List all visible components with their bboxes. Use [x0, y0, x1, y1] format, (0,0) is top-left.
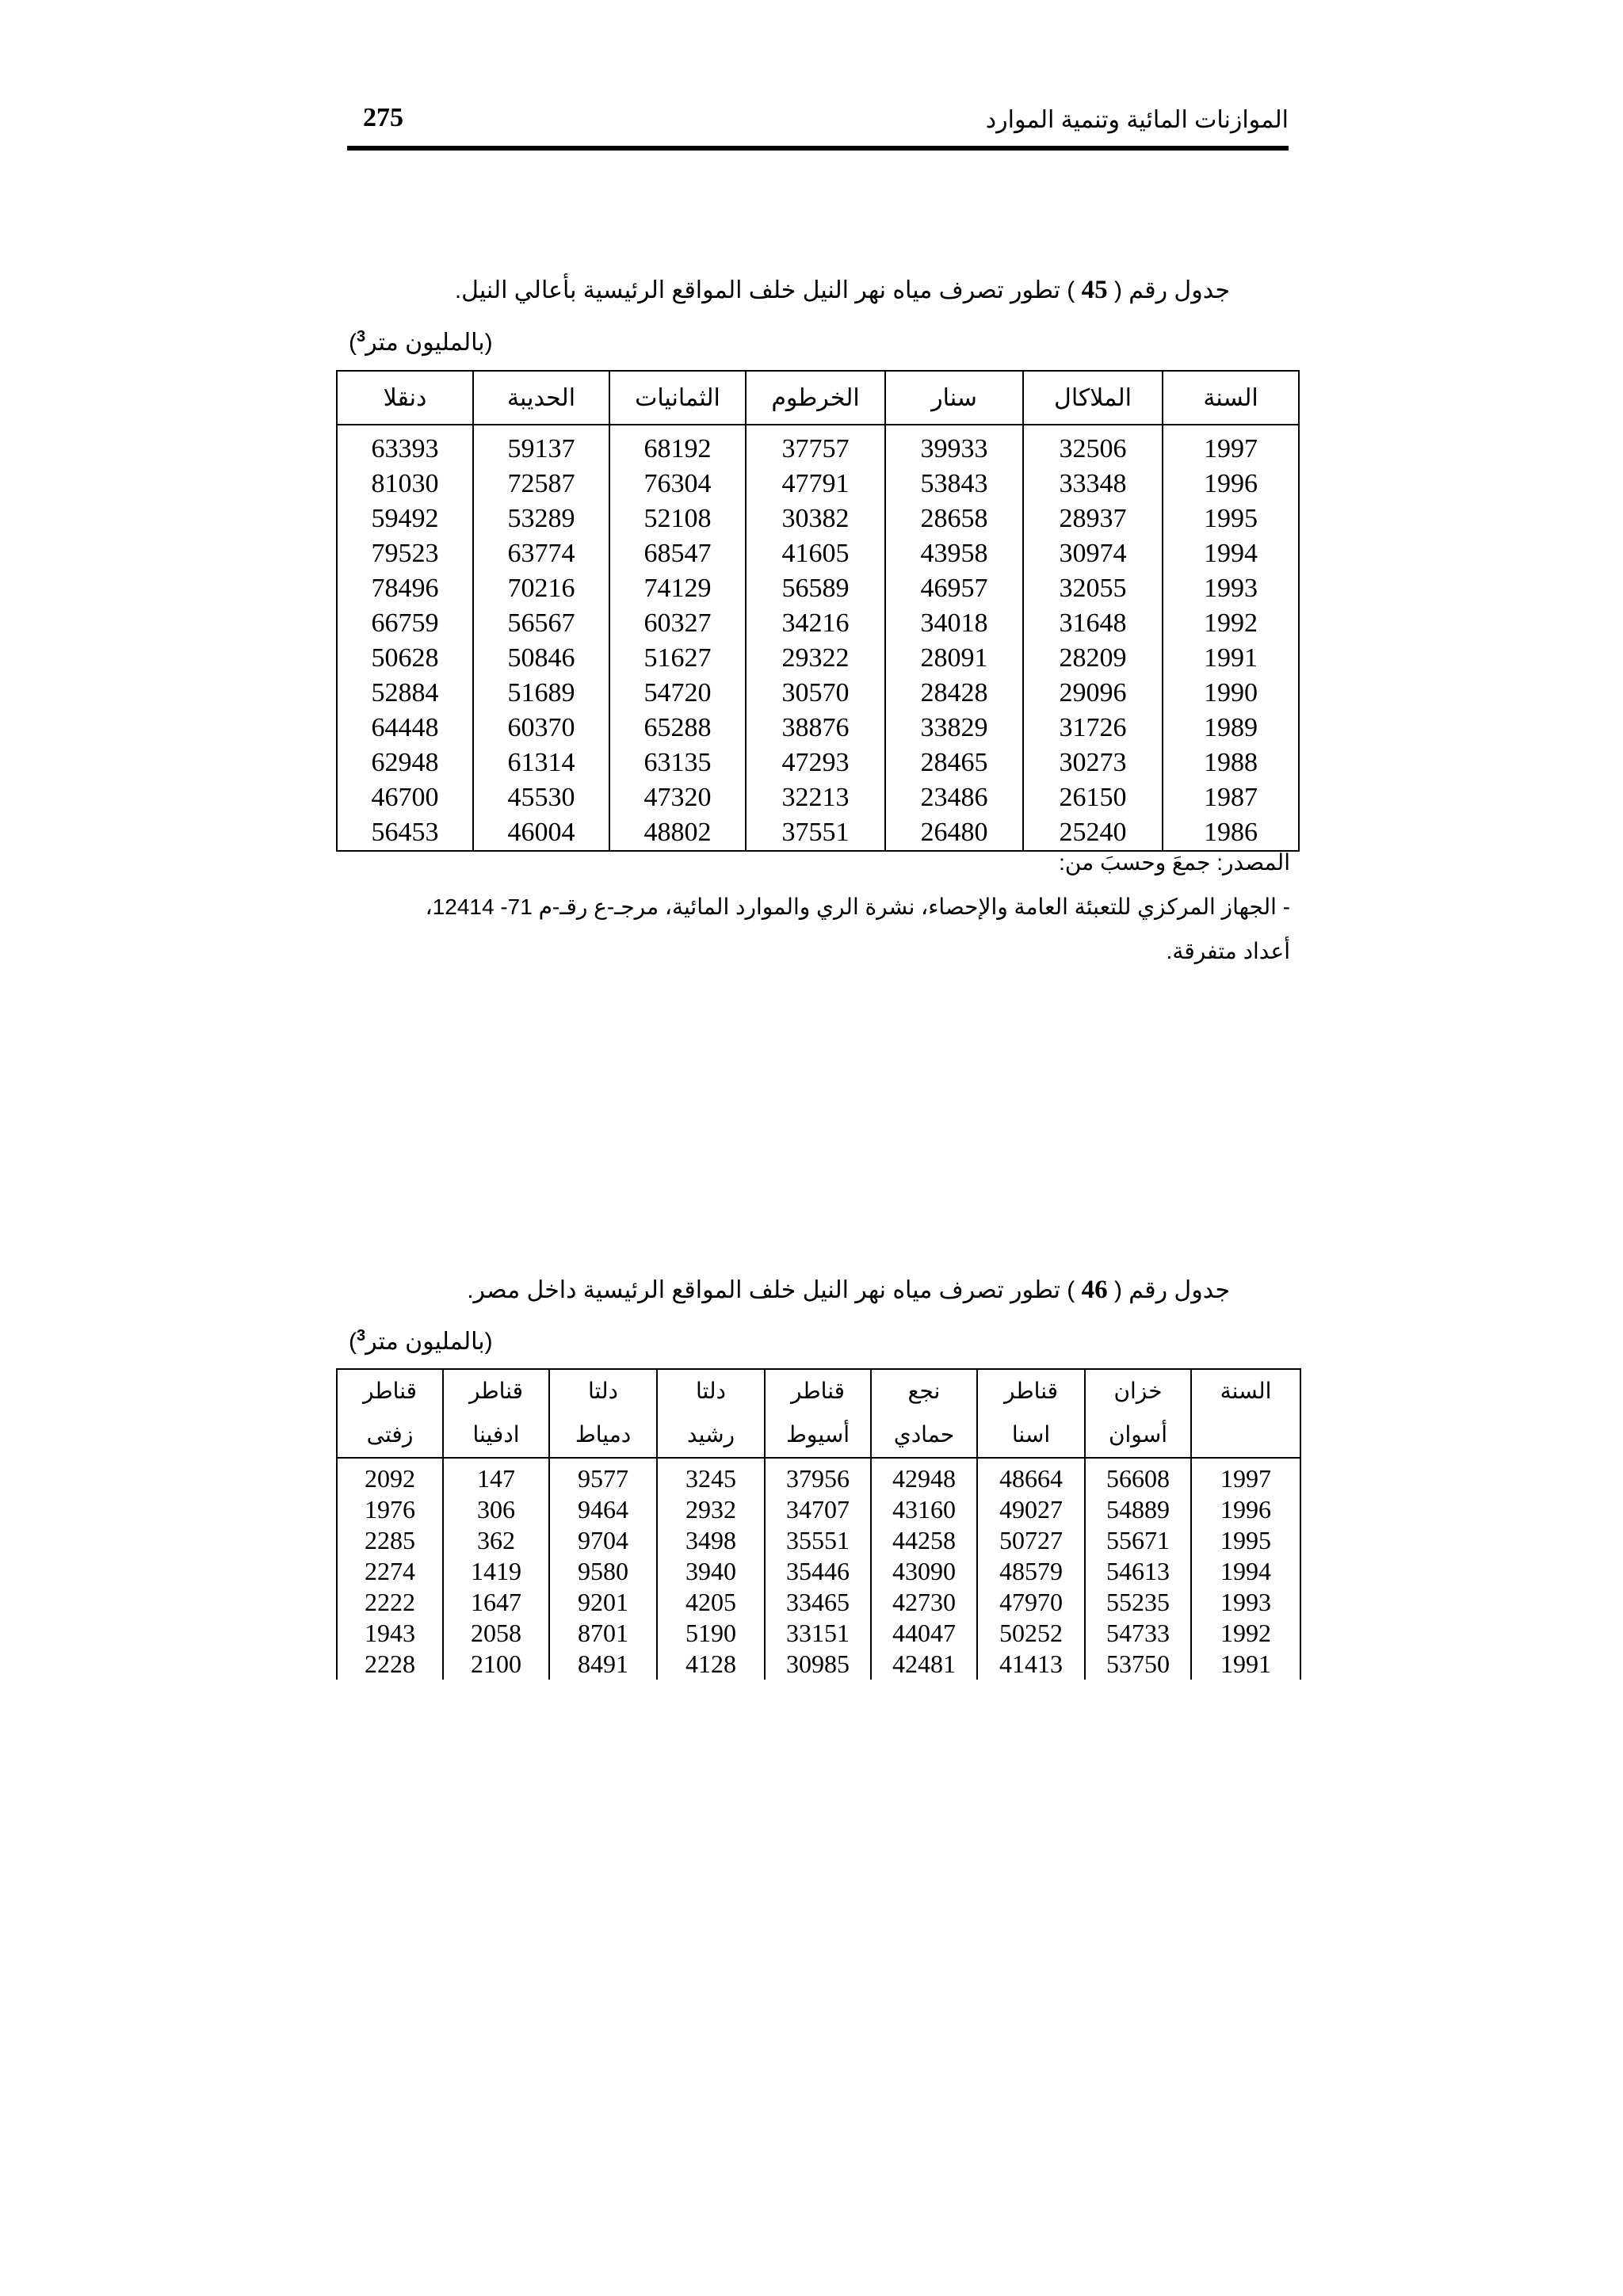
- table-cell: 56453: [337, 815, 473, 851]
- table-45-body: [337, 425, 1299, 851]
- table-cell: 79523: [337, 536, 473, 571]
- table-cell: 9577: [549, 1463, 657, 1494]
- table-cell: 1993: [1163, 571, 1299, 606]
- column-header-line-1: دلتا: [588, 1379, 618, 1403]
- running-title: الموازنات المائية وتنمية الموارد: [985, 107, 1289, 133]
- table-cell: 33829: [885, 711, 1023, 746]
- column-header-line-1: قناطر: [362, 1379, 418, 1403]
- table-cell: 41413: [977, 1649, 1085, 1680]
- table-cell: 55671: [1085, 1525, 1191, 1556]
- spacer-row: [337, 425, 1299, 432]
- table-cell: 45530: [473, 780, 609, 815]
- table-cell: 53843: [885, 467, 1023, 502]
- page-number: 275: [363, 103, 403, 132]
- table-cell: 33348: [1023, 467, 1163, 502]
- table-cell: 4205: [657, 1587, 765, 1618]
- table-cell: 56608: [1085, 1463, 1191, 1494]
- page-header: [347, 93, 1289, 151]
- table-cell: 30974: [1023, 536, 1163, 571]
- table-cell: 35446: [765, 1556, 871, 1587]
- table-cell: 2100: [443, 1649, 549, 1680]
- unit-superscript: 3: [357, 1327, 366, 1344]
- source-line-2: أعداد متفرقة.: [1166, 939, 1290, 963]
- unit-text: (بالمليون متر: [365, 330, 493, 356]
- table-cell: 30382: [746, 502, 885, 536]
- table-cell: 28209: [1023, 641, 1163, 676]
- spacer-cell: [1163, 425, 1299, 432]
- table-cell: 1995: [1163, 502, 1299, 536]
- table-cell: 23486: [885, 780, 1023, 815]
- table-row: [337, 571, 1299, 606]
- table-row: [337, 1649, 1300, 1680]
- table-46-unit: [349, 1327, 493, 1356]
- table-cell: 1995: [1191, 1525, 1300, 1556]
- table-cell: 51689: [473, 676, 609, 711]
- table-cell: 29322: [746, 641, 885, 676]
- column-header: [549, 1369, 657, 1458]
- table-cell: 59137: [473, 432, 609, 467]
- table-cell: 60327: [609, 606, 746, 641]
- column-header: [1085, 1369, 1191, 1458]
- table-cell: 29096: [1023, 676, 1163, 711]
- table-cell: 1993: [1191, 1587, 1300, 1618]
- table-cell: 48664: [977, 1463, 1085, 1494]
- table-cell: 34216: [746, 606, 885, 641]
- table-cell: 37956: [765, 1463, 871, 1494]
- table-cell: 44258: [871, 1525, 977, 1556]
- table-cell: 62948: [337, 746, 473, 780]
- spacer-cell: [1023, 425, 1163, 432]
- table-cell: 9704: [549, 1525, 657, 1556]
- spacer-cell: [871, 1458, 977, 1463]
- table-cell: 28091: [885, 641, 1023, 676]
- table-cell: 1943: [337, 1618, 443, 1649]
- table-cell: 28465: [885, 746, 1023, 780]
- table-cell: 30570: [746, 676, 885, 711]
- table-cell: 42730: [871, 1587, 977, 1618]
- table-cell: 1647: [443, 1587, 549, 1618]
- table-cell: 306: [443, 1494, 549, 1525]
- table-cell: 1996: [1191, 1494, 1300, 1525]
- table-46-body: [337, 1458, 1300, 1680]
- table-cell: 63774: [473, 536, 609, 571]
- table-cell: 30273: [1023, 746, 1163, 780]
- table-row: [337, 641, 1299, 676]
- table-cell: 68547: [609, 536, 746, 571]
- table-cell: 48579: [977, 1556, 1085, 1587]
- table-cell: 63135: [609, 746, 746, 780]
- table-cell: 43090: [871, 1556, 977, 1587]
- table-row: [337, 467, 1299, 502]
- table-cell: 78496: [337, 571, 473, 606]
- spacer-cell: [885, 425, 1023, 432]
- table-cell: 56589: [746, 571, 885, 606]
- column-header: [657, 1369, 765, 1458]
- table-cell: 54733: [1085, 1618, 1191, 1649]
- table-cell: 1994: [1163, 536, 1299, 571]
- spacer-cell: [337, 1458, 443, 1463]
- table-cell: 1992: [1163, 606, 1299, 641]
- table-cell: 44047: [871, 1618, 977, 1649]
- spacer-cell: [609, 425, 746, 432]
- table-row: [337, 1525, 1300, 1556]
- table-cell: 2285: [337, 1525, 443, 1556]
- column-header-line-1: خزان: [1113, 1379, 1163, 1403]
- table-cell: 1997: [1191, 1463, 1300, 1494]
- column-header: الخرطوم: [746, 371, 885, 425]
- table-cell: 70216: [473, 571, 609, 606]
- table-row: [337, 606, 1299, 641]
- column-header-line-2: ادفينا: [472, 1422, 520, 1447]
- column-header: [977, 1369, 1085, 1458]
- column-header-line-1: السنة: [1220, 1379, 1272, 1403]
- table-cell: 1997: [1163, 432, 1299, 467]
- table-cell: 32213: [746, 780, 885, 815]
- table-cell: 61314: [473, 746, 609, 780]
- spacer-cell: [443, 1458, 549, 1463]
- table-cell: 1991: [1191, 1649, 1300, 1680]
- table-cell: 1992: [1191, 1618, 1300, 1649]
- table-cell: 38876: [746, 711, 885, 746]
- table-cell: 59492: [337, 502, 473, 536]
- table-cell: 46004: [473, 815, 609, 851]
- table-cell: 51627: [609, 641, 746, 676]
- table-cell: 8491: [549, 1649, 657, 1680]
- table-cell: 32055: [1023, 571, 1163, 606]
- table-cell: 33151: [765, 1618, 871, 1649]
- column-header: سنار: [885, 371, 1023, 425]
- column-header: [765, 1369, 871, 1458]
- spacer-cell: [657, 1458, 765, 1463]
- spacer-cell: [765, 1458, 871, 1463]
- column-header-line-2: دمياط: [575, 1422, 632, 1447]
- spacer-cell: [473, 425, 609, 432]
- table-cell: 32506: [1023, 432, 1163, 467]
- table-row: [337, 711, 1299, 746]
- table-cell: 33465: [765, 1587, 871, 1618]
- table-cell: 54613: [1085, 1556, 1191, 1587]
- table-cell: 8701: [549, 1618, 657, 1649]
- table-row: [337, 1587, 1300, 1618]
- column-header-line-1: نجع: [907, 1379, 941, 1403]
- table-cell: 49027: [977, 1494, 1085, 1525]
- column-header-line-1: قناطر: [1003, 1379, 1059, 1403]
- table-cell: 50727: [977, 1525, 1085, 1556]
- table-cell: 9201: [549, 1587, 657, 1618]
- table-cell: 2932: [657, 1494, 765, 1525]
- unit-close: ): [349, 1329, 357, 1355]
- table-46-header-row: [337, 1369, 1300, 1458]
- source-label: المصدر: جمعَ وحسبَ من:: [1059, 850, 1290, 875]
- column-header: الحديبة: [473, 371, 609, 425]
- table-cell: 50252: [977, 1618, 1085, 1649]
- table-cell: 72587: [473, 467, 609, 502]
- table-cell: 47320: [609, 780, 746, 815]
- table-cell: 63393: [337, 432, 473, 467]
- table-cell: 34707: [765, 1494, 871, 1525]
- table-46: [336, 1368, 1301, 1680]
- table-cell: 362: [443, 1525, 549, 1556]
- column-header-line-2: أسيوط: [785, 1422, 850, 1447]
- column-header-line-2: اسنا: [1011, 1422, 1051, 1447]
- column-header-line-2: زفتى: [366, 1422, 414, 1447]
- table-cell: 3245: [657, 1463, 765, 1494]
- table-cell: 39933: [885, 432, 1023, 467]
- table-row: [337, 536, 1299, 571]
- table-cell: 48802: [609, 815, 746, 851]
- table-cell: 9580: [549, 1556, 657, 1587]
- table-row: [337, 676, 1299, 711]
- table-row: [337, 746, 1299, 780]
- table-45-unit: [349, 328, 493, 357]
- column-header-line-2: [1192, 1413, 1300, 1457]
- table-cell: 56567: [473, 606, 609, 641]
- table-row: [337, 1556, 1300, 1587]
- column-header: الثمانيات: [609, 371, 746, 425]
- table-cell: 1986: [1163, 815, 1299, 851]
- table-cell: 2228: [337, 1649, 443, 1680]
- spacer-cell: [337, 425, 473, 432]
- table-cell: 41605: [746, 536, 885, 571]
- table-cell: 1994: [1191, 1556, 1300, 1587]
- caption-text: ) تطور تصرف مياه نهر النيل خلف المواقع الرئيسية بأعالي النيل.: [454, 277, 1075, 303]
- table-cell: 1976: [337, 1494, 443, 1525]
- table-cell: 9464: [549, 1494, 657, 1525]
- unit-text: (بالمليون متر: [365, 1329, 493, 1355]
- table-cell: 31648: [1023, 606, 1163, 641]
- table-cell: 74129: [609, 571, 746, 606]
- table-cell: 1991: [1163, 641, 1299, 676]
- unit-superscript: 3: [357, 328, 366, 345]
- table-cell: 1989: [1163, 711, 1299, 746]
- table-row: [337, 1618, 1300, 1649]
- table-cell: 50628: [337, 641, 473, 676]
- table-cell: 4128: [657, 1649, 765, 1680]
- table-row: [337, 432, 1299, 467]
- caption-prefix: جدول رقم (: [1113, 1277, 1230, 1303]
- table-cell: 35551: [765, 1525, 871, 1556]
- table-cell: 28658: [885, 502, 1023, 536]
- table-cell: 68192: [609, 432, 746, 467]
- column-header-line-2: أسوان: [1108, 1422, 1168, 1447]
- table-cell: 2092: [337, 1463, 443, 1494]
- table-cell: 65288: [609, 711, 746, 746]
- table-cell: 37757: [746, 432, 885, 467]
- table-cell: 26150: [1023, 780, 1163, 815]
- table-cell: 47970: [977, 1587, 1085, 1618]
- table-cell: 1419: [443, 1556, 549, 1587]
- spacer-cell: [746, 425, 885, 432]
- table-cell: 1990: [1163, 676, 1299, 711]
- table-cell: 54720: [609, 676, 746, 711]
- table-row: [337, 780, 1299, 815]
- table-cell: 5190: [657, 1618, 765, 1649]
- column-header-line-1: دلتا: [696, 1379, 726, 1403]
- column-header-line-2: حمادي: [893, 1422, 955, 1447]
- unit-close: ): [349, 330, 357, 356]
- column-header: السنة: [1163, 371, 1299, 425]
- spacer-cell: [977, 1458, 1085, 1463]
- spacer-cell: [549, 1458, 657, 1463]
- table-cell: 47791: [746, 467, 885, 502]
- table-cell: 42948: [871, 1463, 977, 1494]
- table-cell: 81030: [337, 467, 473, 502]
- table-cell: 147: [443, 1463, 549, 1494]
- table-cell: 53289: [473, 502, 609, 536]
- table-cell: 47293: [746, 746, 885, 780]
- table-cell: 26480: [885, 815, 1023, 851]
- table-cell: 37551: [746, 815, 885, 851]
- table-cell: 43958: [885, 536, 1023, 571]
- table-number: 46: [1081, 1276, 1108, 1304]
- table-cell: 52108: [609, 502, 746, 536]
- table-row: [337, 1463, 1300, 1494]
- table-cell: 2222: [337, 1587, 443, 1618]
- table-row: [337, 1494, 1300, 1525]
- column-header: [443, 1369, 549, 1458]
- table-cell: 2274: [337, 1556, 443, 1587]
- table-cell: 25240: [1023, 815, 1163, 851]
- column-header: الملاكال: [1023, 371, 1163, 425]
- column-header: [871, 1369, 977, 1458]
- table-row: [337, 502, 1299, 536]
- spacer-cell: [1085, 1458, 1191, 1463]
- column-header: دنقلا: [337, 371, 473, 425]
- table-45: [336, 370, 1300, 852]
- table-cell: 3940: [657, 1556, 765, 1587]
- caption-prefix: جدول رقم (: [1113, 277, 1230, 303]
- table-cell: 2058: [443, 1618, 549, 1649]
- column-header: [337, 1369, 443, 1458]
- table-cell: 53750: [1085, 1649, 1191, 1680]
- table-cell: 1987: [1163, 780, 1299, 815]
- table-cell: 1988: [1163, 746, 1299, 780]
- table-cell: 3498: [657, 1525, 765, 1556]
- table-cell: 50846: [473, 641, 609, 676]
- table-cell: 66759: [337, 606, 473, 641]
- table-cell: 42481: [871, 1649, 977, 1680]
- table-cell: 30985: [765, 1649, 871, 1680]
- table-cell: 46957: [885, 571, 1023, 606]
- table-number: 45: [1081, 276, 1108, 304]
- column-header-line-1: قناطر: [468, 1379, 524, 1403]
- table-cell: 64448: [337, 711, 473, 746]
- table-cell: 76304: [609, 467, 746, 502]
- table-cell: 34018: [885, 606, 1023, 641]
- table-cell: 28937: [1023, 502, 1163, 536]
- table-cell: 60370: [473, 711, 609, 746]
- spacer-cell: [1191, 1458, 1300, 1463]
- table-cell: 43160: [871, 1494, 977, 1525]
- table-cell: 1996: [1163, 467, 1299, 502]
- table-cell: 46700: [337, 780, 473, 815]
- caption-text: ) تطور تصرف مياه نهر النيل خلف المواقع الرئيسية داخل مصر.: [467, 1277, 1075, 1303]
- source-line-1: - الجهاز المركزي للتعبئة العامة والإحصاء، نشرة الري والموارد المائية، مرجـ-ع رقـ-م 71- 12414،: [425, 894, 1290, 919]
- column-header-line-2: رشيد: [686, 1422, 735, 1447]
- table-row: [337, 815, 1299, 851]
- spacer-row: [337, 1458, 1300, 1463]
- table-cell: 55235: [1085, 1587, 1191, 1618]
- table-cell: 31726: [1023, 711, 1163, 746]
- table-cell: 28428: [885, 676, 1023, 711]
- table-45-caption: [455, 276, 1230, 305]
- column-header-line-1: قناطر: [790, 1379, 846, 1403]
- column-header: [1191, 1369, 1300, 1458]
- table-cell: 54889: [1085, 1494, 1191, 1525]
- table-46-caption: [467, 1276, 1230, 1305]
- table-cell: 52884: [337, 676, 473, 711]
- table-45-header-row: [337, 371, 1299, 425]
